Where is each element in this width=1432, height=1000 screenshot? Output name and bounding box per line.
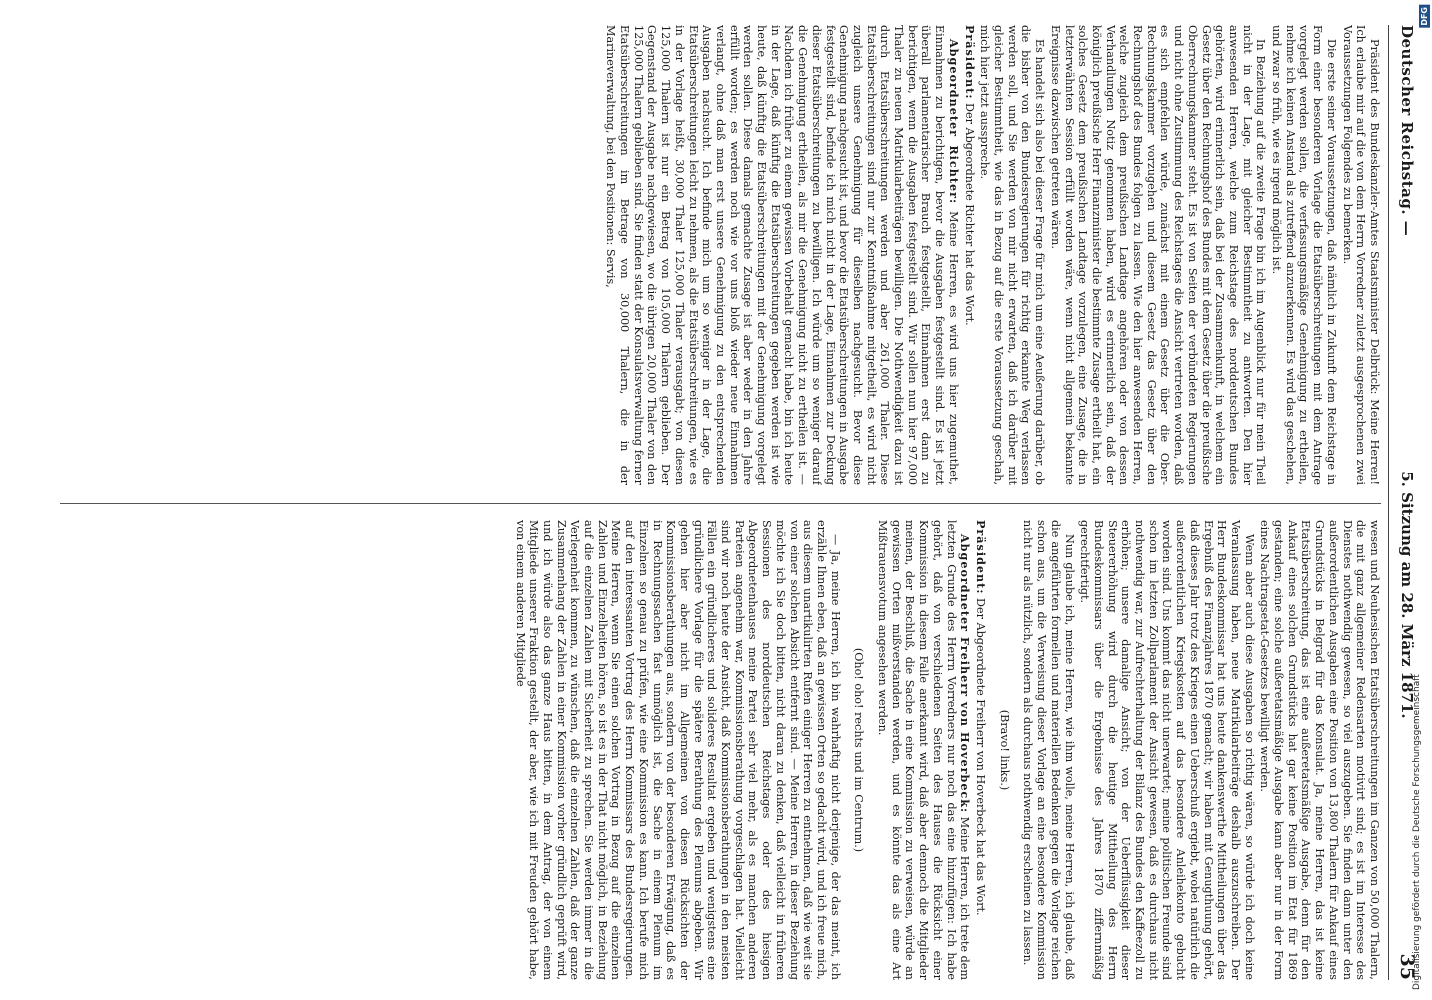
text-columns	[60, 25, 1381, 980]
paragraph: Nun glaube ich, meine Herren, wie ihm wolle, meine Herren, ich glaube, daß die angeführten formellen und materiellen Bedenken gegen die Vorlage reichen schon aus, um die Verweisung dieser Vorlage an eine besondere Kommission nicht nur als nützlich, sondern als durchaus nothwendig erscheinen zu lassen.	[1021, 520, 1076, 980]
page-number: 35	[1396, 953, 1418, 980]
digitization-note	[1412, 590, 1426, 990]
speaker-label: Abgeordneter Freiherr von Hoverbeck:	[958, 534, 973, 814]
paragraph: Die erste seiner Voraussetzungen, daß nämlich in Zukunft dem Reichstage in Form einer besonderen Vorlage die Etatsüberschreitungen mit dem Antrage vorgelegt werden sollen, die verfassungsmäßige Genehmigung zu ertheilen, nehme ich keinen Anstand als zutreffend anzuerkennen. Es wird das geschehen, und zwar so früh, wie es irgend möglich ist.	[1270, 25, 1338, 485]
paragraph: wesen und Neuhesischen Etatsüberschreitungen im Ganzen von 50,000 Thalern, die mit ganz allgemeiner Redensarten motivirt sind; es ist im Interesse des Dienstes nothwendig gewesen, so viel auszugeben. Sie finden dann unter den außerordentlichen Ausgaben eine Position von 13,800 Thalern für Ankauf eines Grundstücks in Belgrad für das Konsulat. Ja, meine Herren, das ist keine Etatsüberschreitung, das ist eine außeretatsmäßige Ausgabe, denn für den Ankauf eines solchen Grundstücks hat gar keine Position im Etat für 1869 gestanden; eine solche außeretatsmäßige Ausgabe kann aber nur in der Form eines Nachtragsetat-Gesetzes bewilligt werden.	[1258, 520, 1381, 980]
speaker-label: Präsident:	[974, 520, 989, 595]
session-title: 5. Sitzung am 28. März 1871.	[1398, 471, 1416, 719]
speaker-text: Der Abgeordnete Richter hat das Wort.	[962, 103, 976, 326]
interjection: (Bravo! links.)	[997, 709, 1011, 791]
digitization-note-text: Digitalisierung gefördert durch die Deutsche Forschungsgemeinschaft	[1412, 674, 1422, 990]
speaker-label: Abgeordneter Richter:	[946, 39, 961, 205]
paragraph: Es handelt sich also bei dieser Frage für mich um eine Aeußerung darüber, ob die bisher von den Bundesregierungen für richtig erkannte Weg verlassen werden soll, und Sie werden von mir nicht erwarten, daß ich darüber mit gleicher Bestimmtheit, wie das in Bezug auf die erste Voraussetzung geschah, mich hier jetzt ausspreche.	[978, 25, 1047, 485]
paragraph: In Beziehung auf die zweite Frage bin ich im Augenblick nur für mein Theil nicht in der Lage, mit gleicher Bestimmtheit zu antworten. Den hier anwesenden Herren, welche zum Reichstage des norddeutschen Bundes gehörten, wird erinnerlich sein, daß bei der Zusammenkunft, in welchem ein Gesetz über den Rechnungshof des Bundes mit dem Gesetz über die preußische Oberrechnungskammer steht. Es ist von Seiten der verbündeten Regierungen und nicht ohne Zustimmung des Reichstages die Ansicht vertreten worden, daß es sich empfehlen würde, zunächst mit einem Gesetz über die Ober-Rechnungskammer vorzugehen und diesem Gesetz das Gesetz über den Rechnungshof des Bundes folgen zu lassen. Wie den hier anwesenden Herren, welche zugleich dem preußischen Landtage angehören oder von dessen Verhandlungen Notiz genommen haben, wird es erinnerlich sein, daß der königlich preußische Herr Finanzminister die bestimmte Zusage ertheilt hat, ein solches Gesetz dem preußischen Landtage vorzulegen, eine Zusage, die in letzterwähnten Session erfüllt worden wäre, wenn nicht allgemein bekannte Ereignisse dazwischen getreten wären.	[1048, 25, 1268, 485]
interjection: (Oho! oho! rechts und im Centrum.)	[852, 647, 866, 853]
speaker-line	[973, 520, 987, 980]
document-page	[60, 25, 1425, 980]
speech-text: Meine Herren, ich trete dem letzten Grunde des Herrn Vorredners nur noch das eine hinzufügen: Ich habe gehört, daß von verschiedenen Seiten des Hauses die Rücksicht einer Kommission in diesem Falle anerkannt wird, daß aber dennoch die Mitglieder meinen, der Beschluß, die Sache in eine Kommission zu verweisen, würde an gewissen Orten mißverstanden werden, und es könnte das als eine Art Mißtrauensvotum angesehen werden.	[876, 520, 972, 980]
paragraph	[604, 25, 960, 485]
paragraph: Wenn aber auch diese Ausgaben so richtig wären, so würde ich doch keine Veranlassung haben, neue Matrikularbeiträge deshalb auszuschreiben. Der Herr Bundeskommissar hat uns heute dankenswerthe Mittheilungen über das Ergebniß des Finanzjahres 1870 gemacht; wir haben mit Genugthuung gehört, daß dieses Jahr trotz des Krieges einen Ueberschuß ergiebt, wobei natürlich die außerordentlichen Kriegskosten auf das besondere Anleihekonto gebucht worden sind. Uns kommt das nicht unerwartet; meine politischen Freunde sind schon im letzten Zollparlament der Ansicht gewesen, daß es durchaus nicht nothwendig war, zur Aufrechterhaltung der Bilanz des Bundes den Kaffeezoll zu erhöhen; unsere damalige Ansicht; von der Ueberflüssigkeit dieser Steuererhöhung wird durch die heutige Mittheilung des Herrn Bundeskommissars über die Ergebnisse des Jahres 1870 ziffernmäßig gerechtfertigt.	[1078, 520, 1256, 980]
publication-title: Deutscher Reichstag. —	[1398, 25, 1416, 237]
speech-text: Meine Herren, es wird uns hier zugemuthet, Einnahmen zu berichtigen, bevor die Ausgaben festgestellt sind. Es ist jetzt überall parlamentarischer Brauch festgestellt, Einnahmen erst dann zu berichtigen, wenn die Ausgaben festgestellt sind. Wir sollen nun hier 97,000 Thaler zu neuen Matrikularbeiträgen bewilligen. Die Nothwendigkeit dazu ist durch Etatsüberschreitungen werden und aber 261,000 Thaler. Diese Etatsüberschreitungen sind nur zur Kenntnißnahme mitgetheilt, es wird nicht zugleich unsere Genehmigung für dieselben nachgesucht. Bevor diese Genehmigung nachgesucht ist, und bevor die Etatsüberschreitungen in Ausgabe festgestellt sind, befinde ich mich nicht in der Lage, Einnahmen zur Deckung dieser Etatsüberschreitungen zu bewilligen. Ich würde um so weniger darauf die Genehmigung ertheilen, als mir die Genehmigung nicht zu ertheilen ist. — Nachdem ich früher zu einem gewissen Vorbehalt gemacht habe, bin ich heute in der Lage, daß künftig die Etatsüberschreitungen gegeben werden ist wie heute, daß künftig die Etatsüberschreitungen mit der Genehmigung vorgelegt werden sollen. Diese damals gemachte Zusage ist aber weder in den Jahre erfüllt worden; es werden noch wie vor uns bloß wieder neue Einnahmen verlangt, ohne daß man erst unsere Genehmigung zu den entsprechenden Ausgaben nachsucht. Ich befinde mich um so weniger in der Lage, die Etatsüberschreitungen leicht zu nehmen, als die Etatsüberschreitungen, wie es in der Vorlage heißt, 30,000 Thaler 125,000 Thaler verausgabt; von diesen 125,000 Thalern ist nur ein Betrag von 105,000 Thalern geblieben. Der Gegenstand der Ausgabe nachgewiesen, wo die übrigen 20,000 Thaler von den 125,000 Thalern geblieben sind. Sie finden statt der Konsulatsverwaltung ferner Etatsüberschreitungen im Betrage von 30,000 Thalern, die in der Marineverwaltung, bei den Positionen: Servis,	[604, 25, 960, 485]
dfg-logo: DFG	[1420, 7, 1429, 26]
speaker-label: Präsident:	[962, 25, 977, 100]
right-column	[60, 503, 1381, 980]
speaker-line	[962, 25, 976, 485]
paragraph	[875, 520, 971, 980]
paragraph: Präsident des Bundeskanzler-Amtes Staatsminister Delbrück: Meine Herren! Ich erlaube mir auf die von dem Herrn Vorredner zuletzt ausgesprochenen zwei Voraussetzungen Folgendes zu bemerken.	[1340, 25, 1381, 485]
speaker-text: Der Abgeordnete Freiherr von Hoverbeck hat das Wort.	[974, 598, 988, 916]
left-column	[60, 25, 1381, 485]
paragraph: — Ja, meine Herren, ich bin wahrhaftig nicht derjenige, der das meint, ich erzähle Ihnen eben, daß an gewissen Orten so gedacht wird, und ich freue mich, aus diesem unartikulirten Rufen einiger Herren zu entnehmen, daß wie weit sie von einer solchen Absicht entfernt sind. — Meine Herren, in dieser Beziehung möchte ich Sie doch bitten, nicht daran zu denken, daß vielleicht in früheren Sessionen des norddeutschen Reichstages oder des hiesigen Abgeordnetenhauses meine Partei sehr viel mehr, als es manchen anderen Parteien angenehm war, Kommissionsberathung vorgeschlagen hat. Vielleicht sind wir noch heute der Ansicht, daß Kommissionsberathungen in den meisten Fällen ein gründlicheres und solideres Resultat ergeben und wenigstens eine gründlichere Vorlage für die spätere Berathung des Plenums abgeben. Wir gehen hier aber nicht im Allgemeinen von diesen Rücksichten der Kommissionsberathungen aus, sondern von der besonderen Erwägung, daß es in Rechnungssachen fast unmöglich ist, die Sache in einem Plenum im Einzelnen so genau zu prüfen, wie eine Kommission es kann. Ich berufe mich auf den interessanten Vortrag des Herrn Kommissars des Bundesregierungen. Meine Herren, wenn Sie einen solchen Vortrag in Bezug auf die einzelnen Zahlen und Einzelheiten hören, so ist es in der That nicht möglich, in Beziehung auf die einzelnen Zahlen mit Sicherheit zu sprechen. Sie werden immer in die Verlegenheit kommen, zu wünschen, daß die einzelnen Zahlen, daß der ganze Zusammenhang der Zahlen in einer Kommission vorher gründlich geprüft wird, und ich würde also das ganze Haus bitten, in dem Antrag, der von einem Mitgliede unserer Fraktion gestellt, der aber, wie ich mit Freuden gehört habe, von einem anderen Mitgliede	[513, 520, 842, 980]
